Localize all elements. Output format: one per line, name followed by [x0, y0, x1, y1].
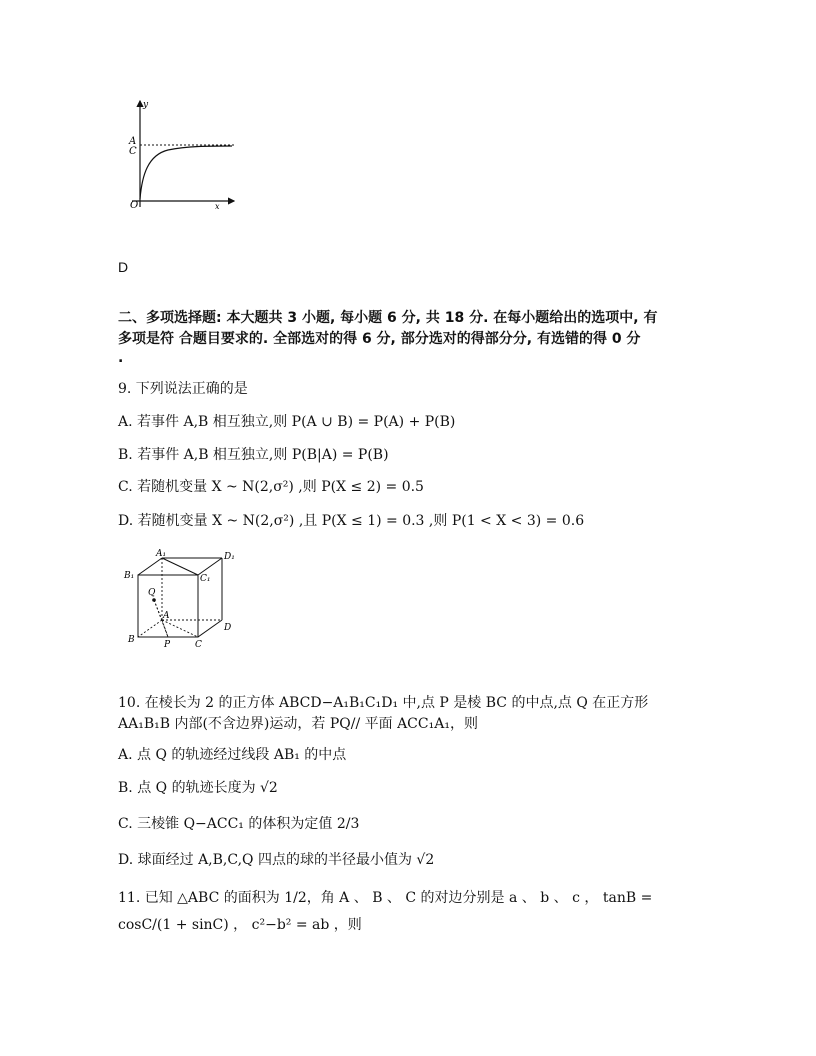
cube-figure — [118, 548, 238, 652]
option-d-label: D — [118, 259, 129, 275]
label-a: A — [129, 136, 137, 147]
section-heading-line1: 二、多项选择题: 本大题共 3 小题, 每小题 6 分, 共 18 分. 在每小题给出的选项中, 有 — [118, 310, 658, 326]
function-graph — [118, 95, 240, 217]
label-c: C — [129, 146, 137, 157]
question-10-option-a: A. 点 Q 的轨迹经过线段 AB₁ 的中点 — [118, 747, 347, 763]
cube-label-a1: A₁ — [156, 549, 167, 559]
cube-label-b: B — [128, 635, 135, 645]
origin-label: O — [130, 200, 139, 211]
question-11-stem-line1: 11. 已知 △ABC 的面积为 1/2，角 A 、 B 、 C 的对边分别是 a 、 b 、 c ， tanB = — [118, 890, 653, 906]
cube-label-a: A — [163, 611, 170, 621]
question-10-option-d: D. 球面经过 A,B,C,Q 四点的球的半径最小值为 √2 — [118, 852, 435, 868]
axis-y-label: y — [143, 100, 149, 110]
axis-x-label: x — [215, 202, 220, 211]
cube-label-d: D — [224, 623, 232, 633]
question-9-option-c: C. 若随机变量 X ~ N(2,σ²) ,则 P(X ≤ 2) = 0.5 — [118, 479, 424, 495]
question-10-stem-line1: 10. 在棱长为 2 的正方体 ABCD−A₁B₁C₁D₁ 中,点 P 是棱 BC 的中点,点 Q 在正方形 — [118, 695, 649, 711]
question-9-option-a: A. 若事件 A,B 相互独立,则 P(A ∪ B) = P(A) + P(B) — [118, 414, 456, 430]
cube-label-p: P — [164, 640, 171, 650]
section-heading-line2: 多项是符 合题目要求的. 全部选对的得 6 分, 部分选对的得部分分, 有选错的得 0 分 — [118, 331, 641, 347]
question-10-option-c: C. 三棱锥 Q−ACC₁ 的体积为定值 2/3 — [118, 816, 360, 832]
question-9-option-d: D. 若随机变量 X ~ N(2,σ²) ,且 P(X ≤ 1) = 0.3 ,则 P(1 < X < 3) = 0.6 — [118, 513, 585, 529]
cube-label-c: C — [195, 640, 202, 650]
question-9-stem: 9. 下列说法正确的是 — [118, 381, 248, 397]
question-10-stem-line2: AA₁B₁B 内部(不含边界)运动，若 PQ// 平面 ACC₁A₁，则 — [118, 716, 478, 732]
section-heading-line3: . — [118, 350, 124, 366]
question-10-option-b: B. 点 Q 的轨迹长度为 √2 — [118, 780, 278, 796]
cube-label-q: Q — [148, 588, 156, 598]
curve — [140, 146, 232, 199]
cube-label-c1: C₁ — [200, 574, 211, 584]
question-11-stem-line2: cosC/(1 + sinC) ， c²−b² = ab ，则 — [118, 917, 362, 933]
cube-label-b1: B₁ — [124, 571, 135, 581]
cube-label-d1: D₁ — [224, 552, 235, 562]
question-9-option-b: B. 若事件 A,B 相互独立,则 P(B|A) = P(B) — [118, 447, 389, 463]
